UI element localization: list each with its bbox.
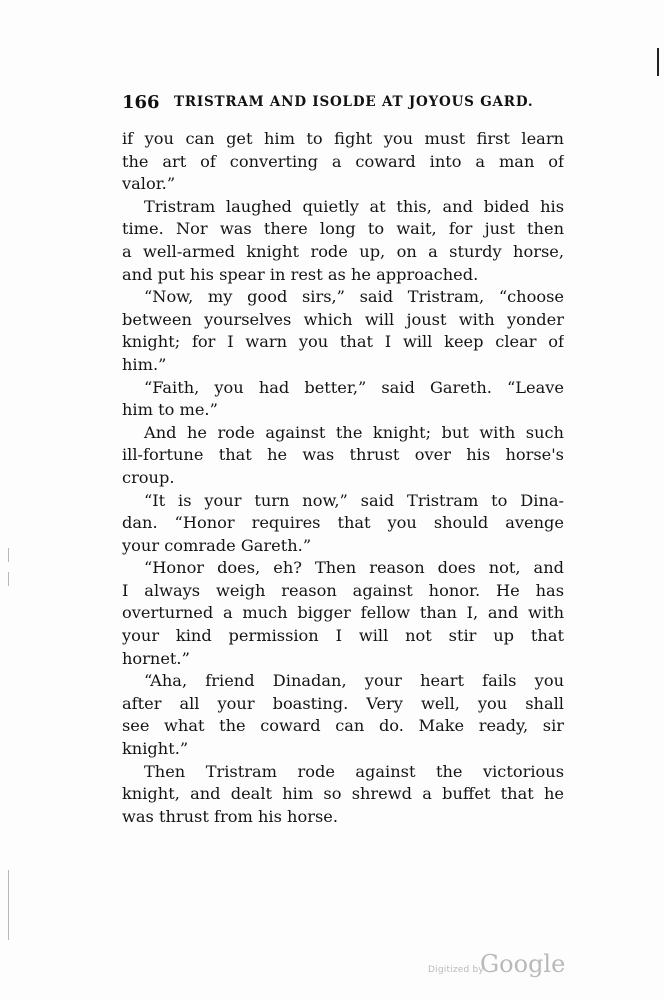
scan-margin-mark bbox=[8, 548, 9, 562]
text-line: and put his spear in rest as he approached. bbox=[122, 264, 479, 284]
scan-margin-mark bbox=[8, 870, 9, 940]
text-line: “It is your turn now,” said Tristram to Dina- bbox=[144, 490, 564, 510]
running-head-title: TRISTRAM AND ISOLDE AT JOYOUS GARD. bbox=[174, 94, 534, 110]
text-line: your comrade Gareth.” bbox=[122, 535, 312, 555]
text-line: him to me.” bbox=[122, 400, 218, 420]
digitized-watermark bbox=[428, 950, 578, 982]
text-line: if you can get him to fight you must first learn bbox=[122, 129, 564, 148]
page-number: 166 bbox=[122, 92, 160, 113]
text-line: knight; for I warn you that I will keep clear of bbox=[122, 332, 564, 352]
text-line: “Honor does, eh? Then reason does not, and bbox=[144, 558, 564, 578]
scan-edge-mark bbox=[657, 48, 659, 76]
scan-margin-mark bbox=[8, 572, 9, 586]
text-line: knight.” bbox=[122, 739, 189, 759]
watermark-small-text: Digitized by bbox=[428, 965, 484, 975]
text-line: the art of converting a coward into a man of bbox=[122, 151, 564, 171]
text-line: “Aha, friend Dinadan, your heart fails you bbox=[144, 671, 564, 691]
text-line: your kind permission I will not stir up that bbox=[122, 626, 564, 646]
text-line: knight, and dealt him so shrewd a buffet that he bbox=[122, 784, 564, 804]
text-line: dan. “Honor requires that you should avenge bbox=[122, 513, 564, 533]
text-line: Tristram laughed quietly at this, and bided his bbox=[144, 196, 564, 216]
running-head bbox=[122, 92, 562, 116]
text-line: after all your boasting. Very well, you shall bbox=[122, 693, 564, 713]
text-line: a well-armed knight rode up, on a sturdy horse, bbox=[122, 241, 564, 261]
text-line: him.” bbox=[122, 354, 167, 374]
text-line: overturned a much bigger fellow than I, and with bbox=[122, 603, 564, 623]
text-line: ill-fortune that he was thrust over his horse's bbox=[122, 445, 564, 465]
text-line: “Faith, you had better,” said Gareth. “Leave bbox=[144, 377, 564, 397]
text-line: time. Nor was there long to wait, for just then bbox=[122, 219, 564, 239]
text-line: hornet.” bbox=[122, 648, 190, 668]
text-line: see what the coward can do. Make ready, sir bbox=[122, 716, 564, 736]
text-line: croup. bbox=[122, 467, 175, 487]
text-line: between yourselves which will joust with yonder bbox=[122, 309, 564, 329]
text-line: I always weigh reason against honor. He has bbox=[122, 580, 564, 600]
text-line: was thrust from his horse. bbox=[122, 806, 338, 826]
google-watermark-logo: Google bbox=[480, 950, 566, 978]
text-line: Then Tristram rode against the victorious bbox=[144, 761, 564, 781]
body-text bbox=[122, 128, 564, 828]
text-line: valor.” bbox=[122, 174, 176, 194]
text-line: And he rode against the knight; but with such bbox=[144, 422, 564, 442]
text-line: “Now, my good sirs,” said Tristram, “choose bbox=[144, 287, 564, 307]
